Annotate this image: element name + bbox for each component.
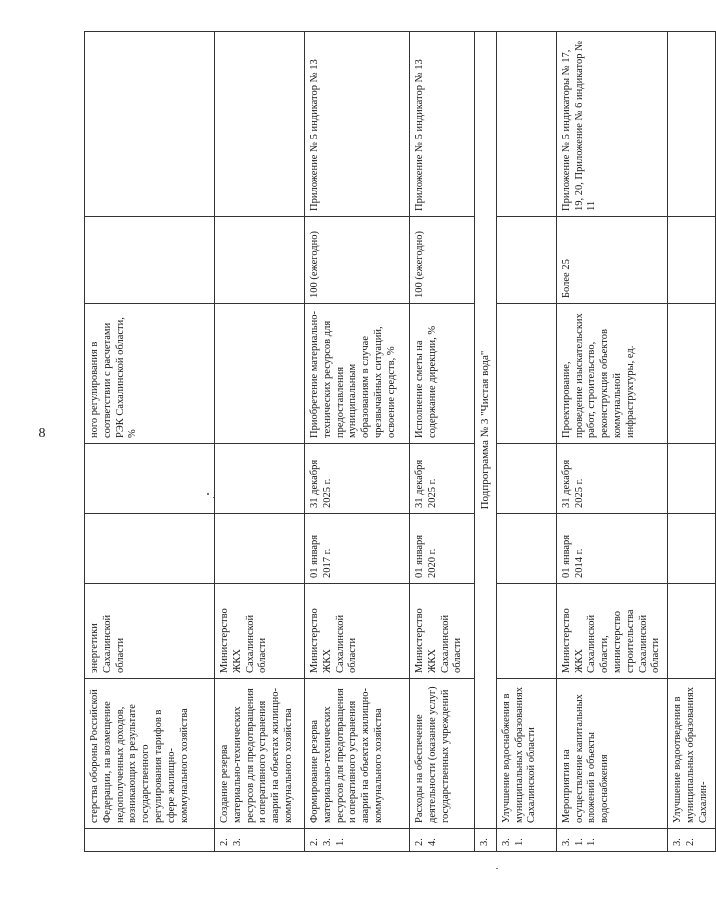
- cell-value: Более 25: [556, 217, 667, 304]
- table-row: [410, 32, 475, 852]
- cell-name: Улучшение водоотведения в муниципальных образованиях Сахалин-: [668, 679, 715, 829]
- cell-exec: Министерство ЖКХ Сахалинской области: [305, 584, 410, 679]
- cell-name: Улучшение водоснабжения в муниципальных образованиях Сахалинской области: [496, 679, 556, 829]
- cell-num: 3.1.1.: [556, 829, 667, 852]
- cell-indicator: Проектирование, проведение изыскательских работ, строительство, реконструкция объектов коммунальной инфраструктуры, ед.: [556, 304, 667, 444]
- cell-start: [215, 514, 305, 584]
- cell-num: [85, 829, 215, 852]
- cell-start: [85, 514, 215, 584]
- cell-num: 2.3.: [215, 829, 305, 852]
- cell-indicator: [496, 304, 556, 444]
- subprogram-heading: Подпрограмма № 3 "Чистая вода": [475, 32, 497, 829]
- cell-name: стерства обороны Российской Федерации, на возмещение недополученных доходов, возникающих в результате государственного регулирования тарифов в сфере жилищно-коммунального хозяйства: [85, 679, 215, 829]
- cell-indicator: [215, 304, 305, 444]
- program-activities-table: [84, 31, 716, 852]
- cell-link: [215, 32, 305, 217]
- table-row: [668, 32, 715, 852]
- cell-start: [668, 514, 715, 584]
- cell-exec: Министерство ЖКХ Сахалинской области: [215, 584, 305, 679]
- cell-start: 01 января 2017 г.: [305, 514, 410, 584]
- cell-num: 3.2.: [668, 829, 715, 852]
- scan-speck: [207, 493, 209, 495]
- cell-exec: [668, 584, 715, 679]
- cell-exec: Министерство ЖКХ Сахалинской области, министерство строительства Сахалинской области: [556, 584, 667, 679]
- table-row: [215, 32, 305, 852]
- table-row: [556, 32, 667, 852]
- cell-value: 100 (ежегодно): [410, 217, 475, 304]
- cell-num: 3.1.: [496, 829, 556, 852]
- cell-start: 01 января 2014 г.: [556, 514, 667, 584]
- cell-start: 01 января 2020 г.: [410, 514, 475, 584]
- cell-link: Приложение № 5 индикатор № 13: [410, 32, 475, 217]
- cell-exec: Министерство ЖКХ Сахалинской области: [410, 584, 475, 679]
- cell-num: 3.: [475, 829, 497, 852]
- cell-indicator: [668, 304, 715, 444]
- cell-value: 100 (ежегодно): [305, 217, 410, 304]
- cell-value: [215, 217, 305, 304]
- table-row: [85, 32, 215, 852]
- cell-link: [668, 32, 715, 217]
- cell-value: [496, 217, 556, 304]
- cell-start: [496, 514, 556, 584]
- cell-end: 31 декабря 2025 г.: [556, 444, 667, 514]
- cell-num: 2.3.1.: [305, 829, 410, 852]
- cell-link: [496, 32, 556, 217]
- scan-speck: [213, 497, 214, 498]
- cell-indicator: Исполнение сметы на содержание дирекции, %: [410, 304, 475, 444]
- cell-num: 2.4.: [410, 829, 475, 852]
- cell-name: Мероприятия на осуществление капитальных вложений в объекты водоснабжения: [556, 679, 667, 829]
- cell-value: [85, 217, 215, 304]
- cell-end: 31 декабря 2025 г.: [410, 444, 475, 514]
- scan-speck: [496, 868, 498, 869]
- cell-end: [496, 444, 556, 514]
- table-row: [305, 32, 410, 852]
- cell-indicator: Приобретение материально-технических ресурсов для предоставления муниципальным образованиям в случае чрезвычайных ситуаций, освоение средств, %: [305, 304, 410, 444]
- cell-indicator: ного регулирования в соответствии с расчетами РЭК Сахалинской области, %: [85, 304, 215, 444]
- cell-exec: энергетики Сахалинской области: [85, 584, 215, 679]
- cell-link: Приложение № 5 индикатор № 13: [305, 32, 410, 217]
- cell-name: Формирование резерва материально-технических ресурсов для предотвращения и оперативного устранения аварий на объектах жилищно-коммунального хозяйства: [305, 679, 410, 829]
- cell-exec: [496, 584, 556, 679]
- cell-end: [85, 444, 215, 514]
- table-row: [496, 32, 556, 852]
- cell-value: [668, 217, 715, 304]
- cell-end: [668, 444, 715, 514]
- cell-link: [85, 32, 215, 217]
- rotated-document-table: [84, 32, 709, 852]
- cell-link: Приложение № 5 индикаторы № 17, 19, 20, Приложение № 6 индикатор № 11: [556, 32, 667, 217]
- cell-name: Расходы на обеспечение деятельности (оказание услуг) государственных учреждений: [410, 679, 475, 829]
- page-number: 8: [38, 426, 46, 441]
- cell-end: [215, 444, 305, 514]
- cell-name: Создание резерва материально-технических ресурсов для предотвращения и оперативного устранения аварий на объектах жилищно-коммунального хозяйства: [215, 679, 305, 829]
- table-row: [475, 32, 497, 852]
- cell-end: 31 декабря 2025 г.: [305, 444, 410, 514]
